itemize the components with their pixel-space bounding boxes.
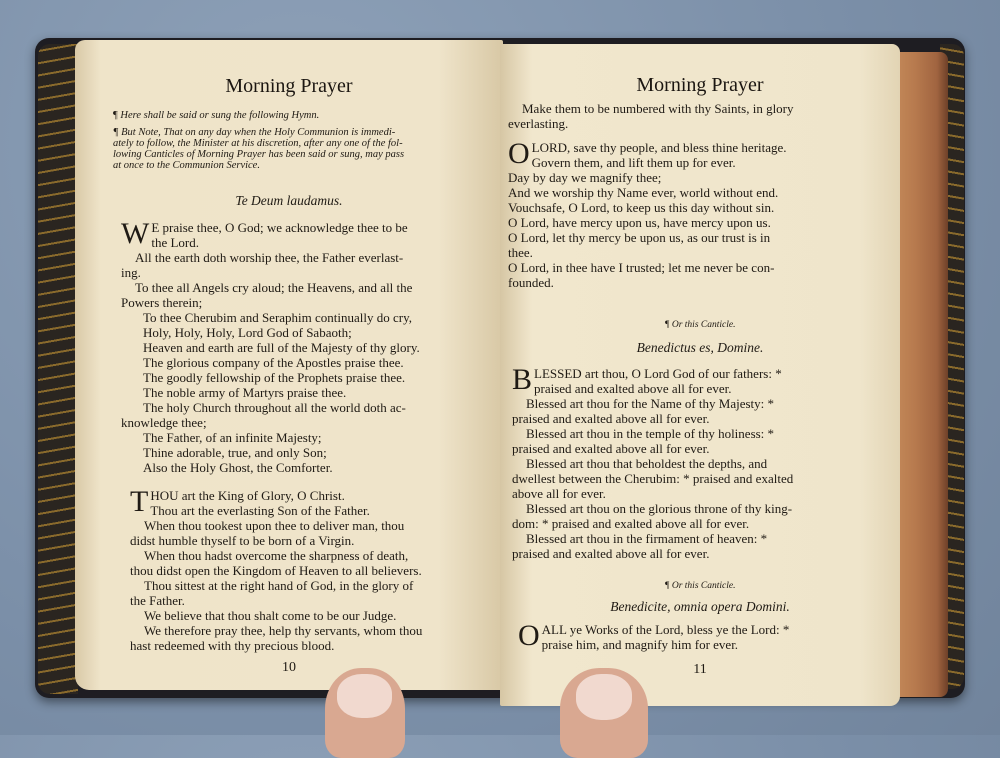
text-line: O Lord, in thee have I trusted; let me never be con- — [508, 260, 775, 275]
text-line: LORD, save thy people, and bless thine heritage. — [531, 140, 787, 155]
text-line: The holy Church throughout all the world doth ac- — [143, 400, 406, 415]
text-line: Powers therein; — [121, 295, 203, 310]
canticle-title: Te Deum laudamus. — [235, 193, 343, 208]
text-line: thee. — [508, 245, 533, 260]
text-line: O Lord, let thy mercy be upon us, as our trust is in — [508, 230, 771, 245]
thumbnail — [576, 674, 632, 720]
text-line: LESSED art thou, O Lord God of our fathers: * — [534, 366, 782, 381]
text-line: Blessed art thou in the temple of thy holiness: * — [526, 426, 775, 441]
benedictus-es-stanza — [512, 363, 864, 561]
text-line: The Father, of an infinite Majesty; — [143, 430, 322, 445]
rubric-or-this-canticle: ¶ Or this Canticle. — [664, 320, 736, 330]
text-line: praise him, and magnify him for ever. — [541, 637, 739, 652]
cover-gilt-border-left — [38, 44, 78, 694]
text-line: the Father. — [130, 593, 185, 608]
text-line: To thee Cherubim and Seraphim continually do cry, — [143, 310, 413, 325]
text-line: Blessed art thou on the glorious throne of thy king- — [526, 501, 793, 516]
benedicite-stanza — [518, 619, 868, 652]
text-line: Holy, Holy, Holy, Lord God of Sabaoth; — [143, 325, 352, 340]
text-line: Govern them, and lift them up for ever. — [531, 155, 736, 170]
text-line: When thou tookest upon thee to deliver man, thou — [144, 518, 405, 533]
text-line: praised and exalted above all for ever. — [512, 411, 710, 426]
thumb-left — [325, 668, 405, 758]
drop-cap: W — [121, 217, 150, 250]
text-line: The noble army of Martyrs praise thee. — [143, 385, 347, 400]
drop-cap: B — [512, 363, 533, 396]
drop-cap: O — [518, 619, 540, 652]
text-line: Blessed art thou that beholdest the depths, and — [526, 456, 768, 471]
text-line: HOU art the King of Glory, O Christ. — [150, 488, 345, 503]
text-line: knowledge thee; — [121, 415, 207, 430]
page-number: 10 — [282, 660, 296, 675]
text-line: Thou sittest at the right hand of God, in the glory of — [144, 578, 414, 593]
text-line: praised and exalted above all for ever. — [512, 441, 710, 456]
text-line: didst humble thyself to be born of a Virgin. — [130, 533, 355, 548]
rubric-line: lowing Canticles of Morning Prayer has been said or sung, may pass — [113, 149, 405, 160]
text-line: hast redeemed with thy precious blood. — [130, 638, 335, 653]
text-line: dwellest between the Cherubim: * praised and exalted — [512, 471, 794, 486]
text-line: praised and exalted above all for ever. — [512, 546, 710, 561]
text-line: Heaven and earth are full of the Majesty of thy glory. — [143, 340, 420, 355]
text-line: ALL ye Works of the Lord, bless ye the Lord: * — [541, 622, 790, 637]
rubric-line: ¶ But Note, That on any day when the Holy Communion is immedi- — [113, 127, 396, 138]
rubric-or-this-canticle: ¶ Or this Canticle. — [664, 581, 736, 591]
text-line: thou didst open the Kingdom of Heaven to all believers. — [130, 563, 422, 578]
thumbnail — [337, 674, 392, 718]
text-line: To thee all Angels cry aloud; the Heavens, and all the — [135, 280, 413, 295]
text-line: We therefore pray thee, help thy servants, whom thou — [144, 623, 423, 638]
rubric-hymn: ¶ Here shall be said or sung the following Hymn. — [113, 110, 320, 121]
text-line: And we worship thy Name ever, world without end. — [508, 185, 779, 200]
te-deum-stanza-1 — [121, 217, 491, 475]
text-line: praised and exalted above all for ever. — [534, 381, 732, 396]
canticle-title: Benedictus es, Domine. — [636, 340, 764, 355]
page-title: Morning Prayer — [225, 75, 353, 97]
text-line: Day by day we magnify thee; — [508, 170, 662, 185]
right-page — [500, 44, 900, 706]
rubric-line: ately to follow, the Minister at his discretion, after any one of the fol- — [113, 138, 403, 149]
rubric-line: at once to the Communion Service. — [113, 160, 260, 171]
page-gilt-edge — [893, 52, 948, 697]
text-line: Vouchsafe, O Lord, to keep us this day without sin. — [508, 200, 775, 215]
text-line: O Lord, have mercy upon us, have mercy upon us. — [508, 215, 771, 230]
text-line: Thou art the everlasting Son of the Father. — [150, 503, 370, 518]
text-line: Also the Holy Ghost, the Comforter. — [143, 460, 333, 475]
te-deum-stanza-2 — [130, 485, 500, 653]
text-line: All the earth doth worship thee, the Father everlast- — [135, 250, 404, 265]
text-line: Blessed art thou for the Name of thy Majesty: * — [526, 396, 775, 411]
text-line: founded. — [508, 275, 554, 290]
thumb-right — [560, 668, 648, 758]
text-line: above all for ever. — [512, 486, 606, 501]
text-line: The goodly fellowship of the Prophets praise thee. — [143, 370, 406, 385]
text-line: everlasting. — [508, 116, 569, 131]
text-line: We believe that thou shalt come to be our Judge. — [144, 608, 397, 623]
te-deum-stanza-3 — [508, 137, 888, 290]
text-line: Blessed art thou in the firmament of heaven: * — [526, 531, 768, 546]
text-line: the Lord. — [151, 235, 199, 250]
text-line: E praise thee, O God; we acknowledge thee to be — [151, 220, 408, 235]
text-line: The glorious company of the Apostles praise thee. — [143, 355, 404, 370]
drop-cap: T — [130, 485, 149, 518]
text-line: ing. — [121, 265, 141, 280]
te-deum-continued — [508, 101, 888, 131]
rubric-note — [113, 127, 493, 171]
text-line: Make them to be numbered with thy Saints, in glory — [522, 101, 794, 116]
page-number: 11 — [693, 662, 707, 677]
text-line: dom: * praised and exalted above all for ever. — [512, 516, 750, 531]
drop-cap: O — [508, 137, 530, 170]
text-line: Thine adorable, true, and only Son; — [143, 445, 327, 460]
text-line: When thou hadst overcome the sharpness of death, — [144, 548, 409, 563]
left-page — [75, 40, 503, 690]
canticle-title: Benedicite, omnia opera Domini. — [610, 599, 790, 614]
page-title: Morning Prayer — [636, 74, 764, 96]
